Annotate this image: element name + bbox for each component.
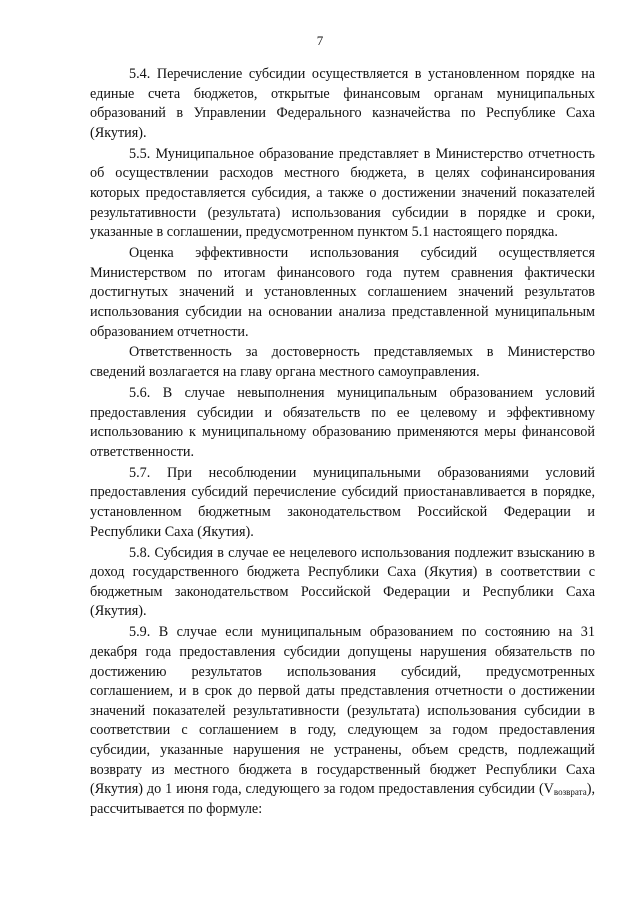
paragraph-5-5: 5.5. Муниципальное образование представляет в Министерство отчетность об осуществлении расходов местного бюджета, в целях софинансирования которых предоставляется субсидия, а также о достижении значений показателей результативности (результата) использования субсидии в порядке и сроки, указанные в соглашении, предусмотренном пунктом 5.1 настоящего порядка.: [90, 145, 595, 241]
paragraph-5-7: 5.7. При несоблюдении муниципальными образованиями условий предоставления субсидий перечисление субсидий приостанавливается в порядке, установленном бюджетным законодательством Российской Федерации и Республики Саха (Якутия).: [90, 464, 595, 540]
formula-subscript: возврата: [553, 787, 587, 798]
page-number: 7: [316, 33, 324, 48]
paragraph-5-6: 5.6. В случае невыполнения муниципальным образованием условий предоставления субсидии и обязательств по ее целевому и эффективному использованию к муниципальному образованию применяются меры финансовой ответственности.: [90, 385, 595, 460]
paragraph-5-4: 5.4. Перечисление субсидии осуществляется в установленном порядке на единые счета бюджетов, открытые финансовым органам муниципальных образований в Управлении Федерального казначейства по Республике Саха (Якутия).: [90, 66, 595, 141]
paragraph-5-9-ending: ), рассчитывается по формуле:: [90, 781, 595, 817]
document-body: [90, 65, 595, 821]
paragraph-responsibility: Ответственность за достоверность представляемых в Министерство сведений возлагается на главу органа местного самоуправления.: [90, 344, 595, 381]
paragraph-5-9-text: 5.9. В случае если муниципальным образованием по состоянию на 31 декабря года предоставления субсидии допущены нарушения обязательств по достижению результатов использования субсидий, предусмотренных соглашением, и в срок до первой даты представления отчетности о достижении значений показателей результативности (результата) использования субсидии в соответствии с соглашением в году, следующем за годом предоставления субсидии, указанные нарушения не устранены, объем средств, подлежащий возврату из местного бюджета в государственный бюджет Республики Саха (Якутия) до 1 июня года, следующего за годом предоставления субсидии (V: [90, 624, 595, 798]
paragraph-5-8: 5.8. Субсидия в случае ее нецелевого использования подлежит взысканию в доход государственного бюджета Республики Саха (Якутия) в соответствии с бюджетным законодательством Российской Федерации и Республики Саха (Якутия).: [90, 544, 595, 620]
paragraph-5-9: [90, 623, 595, 819]
paragraph-efficiency-assessment: Оценка эффективности использования субсидий осуществляется Министерством по итогам финансового года путем сравнения фактически достигнутых значений и установленных соглашением значений результатов использования субсидии на основании анализа представленной муниципальным образованием отчетности.: [90, 245, 595, 340]
